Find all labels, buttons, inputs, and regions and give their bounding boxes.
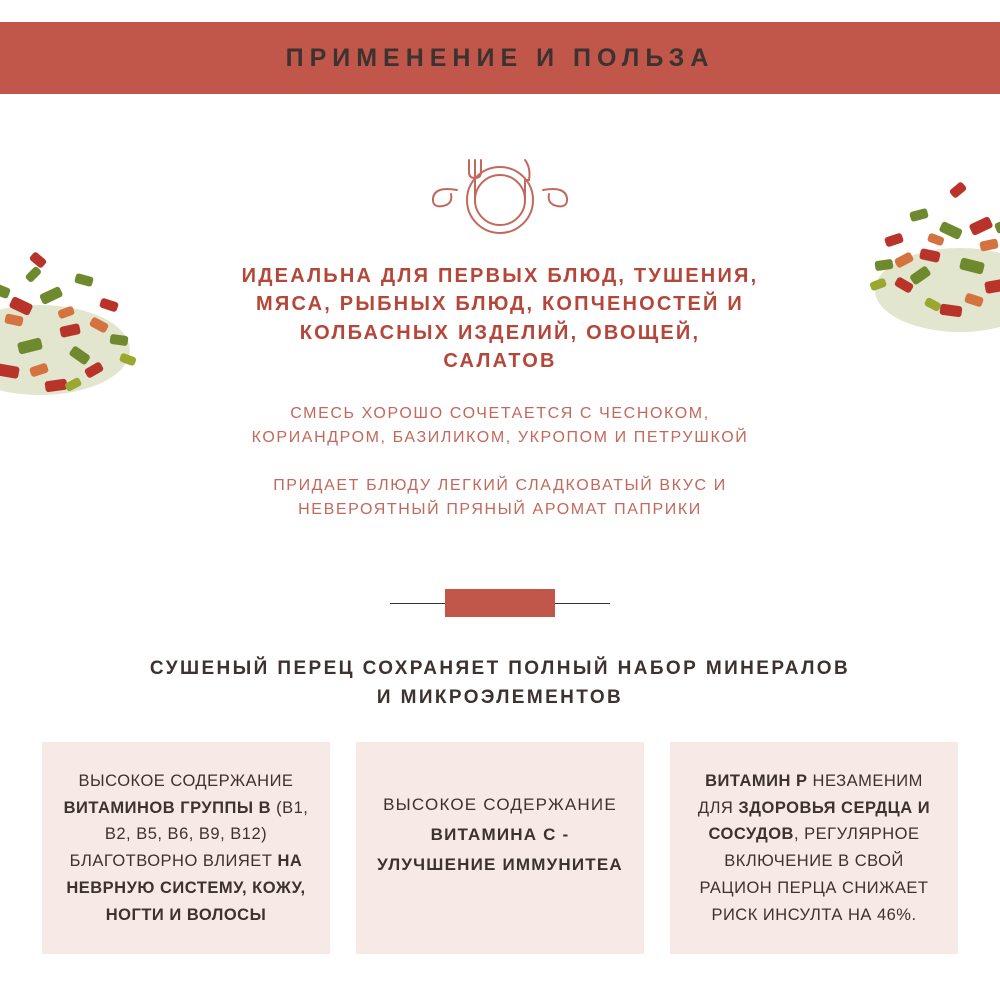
- card-vitamin-p-text: ВИТАМИН Р НЕЗАМЕНИМ ДЛЯ ЗДОРОВЬЯ СЕРДЦА И СОСУДОВ, РЕГУЛЯРНОЕ ВКЛЮЧЕНИЕ В СВОЙ РАЦИОН ПЕРЦА СНИЖАЕТ РИСК ИНСУЛТА НА 46%.: [697, 772, 931, 924]
- pairing-text: СМЕСЬ ХОРОШО СОЧЕТАЕТСЯ С ЧЕСНОКОМ, КОРИАНДРОМ, БАЗИЛИКОМ, УКРОПОМ И ПЕТРУШКОЙ: [251, 404, 749, 446]
- divider-block: [445, 589, 555, 617]
- card-vitamins-b: [42, 742, 330, 954]
- benefit-cards: [42, 742, 958, 954]
- divider: [390, 588, 610, 618]
- card-vitamins-b-text: ВЫСОКОЕ СОДЕРЖАНИЕ ВИТАМИНОВ ГРУППЫ В (В1, В2, В5, В6, В9, В12) БЛАГОТВОРНО ВЛИЯЕТ НА НЕВРНУЮ СИСТЕМУ, КОЖУ, НОГТИ И ВОЛОСЫ: [63, 772, 309, 924]
- card-vitamin-c-text: ВЫСОКОЕ СОДЕРЖАНИЕ ВИТАМИНА С - УЛУЧШЕНИЕ ИММУНИТЕА: [377, 795, 623, 874]
- page-title: ПРИМЕНЕНИЕ И ПОЛЬЗА: [285, 43, 715, 72]
- usage-lead-text: ИДЕАЛЬНА ДЛЯ ПЕРВЫХ БЛЮД, ТУШЕНИЯ, МЯСА, РЫБНЫХ БЛЮД, КОПЧЕНОСТЕЙ И КОЛБАСНЫХ ИЗДЕЛИЙ, ОВОЩЕЙ, САЛАТОВ: [241, 265, 759, 373]
- plate-fork-knife-icon: [395, 150, 605, 240]
- card-vitamin-c: [356, 742, 644, 954]
- header-banner: [0, 22, 1000, 94]
- spice-pile-icon: [800, 140, 1000, 340]
- intro-text-block: [240, 262, 760, 546]
- aroma-text: ПРИДАЕТ БЛЮДУ ЛЕГКИЙ СЛАДКОВАТЫЙ ВКУС И НЕВЕРОЯТНЫЙ ПРЯНЫЙ АРОМАТ ПАПРИКИ: [273, 476, 727, 518]
- minerals-heading: СУШЕНЫЙ ПЕРЕЦ СОХРАНЯЕТ ПОЛНЫЙ НАБОР МИНЕРАЛОВ И МИКРОЭЛЕМЕНТОВ: [149, 658, 851, 708]
- card-vitamin-p: [670, 742, 958, 954]
- spice-pile-icon: [0, 150, 200, 400]
